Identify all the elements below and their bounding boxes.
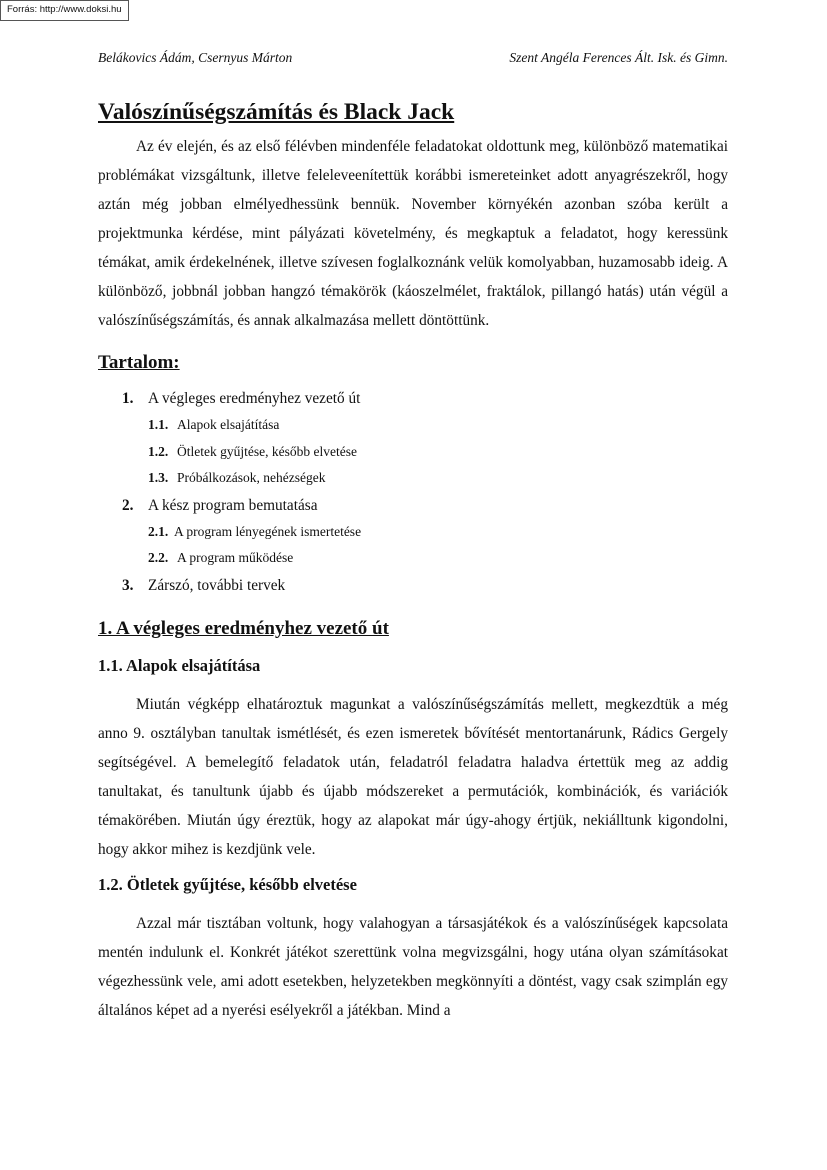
intro-paragraph: Az év elején, és az első félévben mindenféle feladatokat oldottunk meg, különböző matematikai problémákat vizsgáltunk, illetve feleleveenítettük korábbi ismereteinket adott anyagrészekről, hogy aztán még jobban elmélyedhessünk bennük. November környékén azonban szóba került a projektmunka kérdése, mint pályázati követelmény, és megkaptuk a feladatot, hogy keressünk témákat, amik érdekelnének, illetve szívesen foglalkoznánk velük komolyabban, huzamosabb ideig. A különböző, jobbnál jobban hangzó témakörök (káoszelmélet, fraktálok, pillangó hatás) után végül a valószínűségszámítás, és annak alkalmazása mellett döntöttünk.: [98, 138, 728, 329]
toc-number: 1.2.: [148, 443, 169, 459]
toc-label: Zárszó, további tervek: [148, 576, 286, 594]
toc-item: [122, 385, 728, 412]
toc-subitem: [148, 545, 728, 572]
toc-heading: Tartalom:: [98, 352, 180, 373]
toc-subitem: [148, 412, 728, 439]
toc-subitem: [148, 519, 728, 546]
section-1-heading: 1. A végleges eredményhez vezető út: [98, 617, 389, 639]
toc-number: 1.: [122, 390, 134, 407]
table-of-contents: [98, 385, 728, 599]
section-1-1-heading: 1.1. Alapok elsajátítása: [98, 655, 261, 675]
toc-label: Alapok elsajátítása: [177, 417, 280, 432]
toc-number: 2.2.: [148, 550, 169, 565]
document-title: Valószínűségszámítás és Black Jack: [98, 99, 455, 125]
section-1-2-heading: 1.2. Ötletek gyűjtése, később elvetése: [98, 874, 357, 894]
toc-label: A kész program bemutatása: [148, 496, 318, 514]
header-school: Szent Angéla Ferences Ált. Isk. és Gimn.: [509, 50, 728, 65]
toc-number: 3.: [122, 576, 134, 594]
section-1-1-paragraph: Miután végképp elhatároztuk magunkat a valószínűségszámítás mellett, megkezdtük a még anno 9. osztályban tanultak ismétlését, és ezen ismeretek bővítését mentortanárunk, Rádics Gergely segítségével. A bemelegítő feladatok után, feladatról feladatra haladva értettük meg az addig tanultakat, és tanultunk újabb és újabb módszereket a permutációk, kombinációk, és variációk témakörében. Miután úgy éreztük, hogy az alapokat már úgy-ahogy értjük, nekiálltunk kigondolni, hogy akkor mihez is kezdjünk vele.: [98, 695, 728, 858]
toc-label: A program működése: [177, 550, 294, 565]
toc-label: A program lényegének ismertetése: [174, 523, 362, 539]
toc-label: Ötletek gyűjtése, később elvetése: [177, 443, 357, 459]
header-authors: Belákovics Ádám, Csernyus Márton: [98, 50, 293, 65]
source-tag: Forrás: http://www.doksi.hu: [0, 0, 129, 21]
toc-number: 2.: [122, 496, 134, 514]
toc-subitem: [148, 465, 728, 492]
toc-label: Próbálkozások, nehézségek: [177, 470, 326, 485]
running-header: [98, 50, 728, 66]
toc-number: 2.1.: [148, 523, 169, 539]
toc-number: 1.3.: [148, 470, 169, 485]
toc-item: [122, 572, 728, 599]
toc-subitem: [148, 439, 728, 466]
toc-item: [122, 492, 728, 519]
toc-label: A végleges eredményhez vezető út: [148, 390, 361, 407]
toc-number: 1.1.: [148, 417, 169, 432]
section-1-2-paragraph: Azzal már tisztában voltunk, hogy valahogyan a társasjátékok és a valószínűségek kapcsolata mentén indulunk el. Konkrét játékot szerettünk volna megvizsgálni, hogy utána olyan számításokat végezhessünk vele, ami adott esetekben, helyzetekben megkönnyíti a döntést, vagy csak szimplán egy általános képet ad a nyerési esélyekről a játékban. Mind a: [98, 914, 728, 1019]
document-page: [98, 96, 728, 1025]
